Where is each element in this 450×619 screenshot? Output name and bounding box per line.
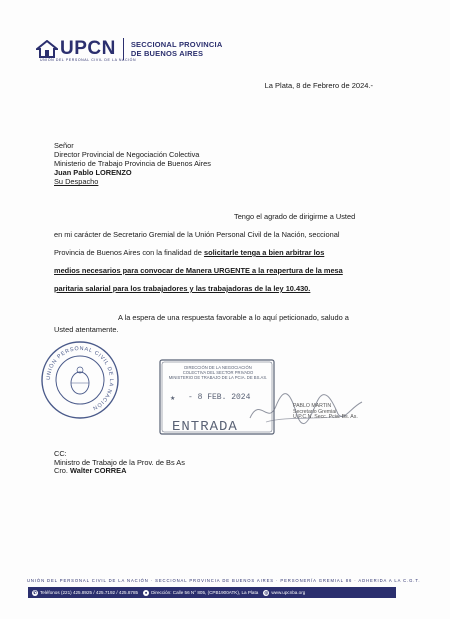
cc-line-2 (54, 467, 185, 476)
footer-address-text: Dirección: Calle 56 N° 805, (CPB1900ATK), La Plata (151, 590, 259, 595)
location-pin-icon: ● (144, 589, 148, 595)
signature-block (293, 404, 358, 421)
footer-address (143, 590, 258, 596)
logo-subtext: UNIÓN DEL PERSONAL CIVIL DE LA NACIÓN (40, 58, 137, 62)
body-line-4: medios necesarios para convocar de Manera URGENTE a la reapertura de la mesa (54, 266, 343, 275)
round-union-seal (40, 340, 120, 420)
footer-web[interactable] (263, 590, 305, 596)
seccional-line-2: DE BUENOS AIRES (130, 49, 204, 58)
body-line-3b: solicitarle tenga a bien arbitrar los (203, 248, 325, 257)
logo-text: UPCN (60, 38, 116, 59)
seccional-label (131, 40, 223, 58)
stamp-date: - 8 FEB. 2024 (188, 393, 251, 402)
body-line-3 (54, 244, 392, 262)
footer-phone (32, 590, 138, 596)
addressee-line-2: Ministerio de Trabajo Provincia de Buenos Aires (54, 159, 211, 169)
seal-ring-text: UNIÓN PERSONAL CIVIL DE LA NACIÓN (45, 345, 115, 412)
letter-date: La Plata, 8 de Febrero de 2024.- (264, 81, 373, 90)
closing-line-2: Usted atentamente. (54, 325, 119, 334)
stamp-entrada: ENTRADA (172, 419, 238, 435)
footer-contact-bar (28, 587, 396, 598)
seccional-line-1: SECCIONAL PROVINCIA (130, 40, 223, 49)
su-despacho: Su Despacho (54, 177, 99, 187)
signer-org: U.P.C.N. Secc. Pcia. Bs. As. (293, 414, 358, 420)
body-paragraph-2 (54, 312, 372, 336)
cc-label: CC: (54, 449, 67, 458)
cc-name: Walter CORREA (70, 466, 127, 476)
addressee-block (54, 141, 211, 186)
stamp-line-2: COLECTIVA DEL SECTOR PRIVADO (182, 370, 254, 375)
cc-prefix: Cro. (54, 466, 71, 476)
salutation: Señor (54, 141, 74, 150)
body-line-2: en mi carácter de Secretario Gremial de la Unión Personal Civil de la Nación, seccional (54, 230, 340, 239)
closing-line-1: A la espera de una respuesta favorable a lo aquí peticionado, saludo a (118, 313, 349, 322)
cc-block (54, 450, 185, 476)
body-line-1: Tengo el agrado de dirigirme a Usted (234, 212, 356, 221)
cc-line-1: Ministro de Trabajo de la Prov. de Bs As (54, 457, 185, 467)
signer-name: PABLO MARTIN (293, 403, 332, 409)
house-logo-icon (36, 40, 58, 58)
body-paragraph-1 (54, 208, 392, 298)
addressee-name: Juan Pablo LORENZO (54, 168, 132, 178)
phone-icon: ✆ (33, 589, 37, 595)
addressee-line-1: Director Provincial de Negociación Colectiva (54, 150, 200, 160)
footer-phone-text: Teléfonos (221) 425.8925 / 425.7192 / 425.8785 (40, 590, 139, 595)
body-line-3a: Provincia de Buenos Aires con la finalidad de (54, 248, 204, 257)
footer-web-text[interactable]: www.upcnba.org (271, 590, 306, 595)
body-line-5: paritaria salarial para los trabajadores y las trabajadoras de la ley 10.430. (54, 284, 311, 293)
logo-divider (123, 38, 124, 60)
globe-icon: ◎ (264, 589, 269, 595)
stamp-line-3: MINISTERIO DE TRABAJO DE LA PCIA. DE BS.AS. (168, 375, 268, 380)
letterhead (36, 38, 222, 60)
stamp-star-icon: ★ (170, 396, 176, 402)
stamp-line-1: DIRECCIÓN DE LA NEGOCIACIÓN (184, 365, 252, 370)
signer-role: Secretario Gremial (293, 408, 337, 415)
footer-union-line: UNIÓN DEL PERSONAL CIVIL DE LA NACIÓN · SECCIONAL PROVINCIA DE BUENOS AIRES · PERSONERÍA GREMIAL 86 · ADHERIDA A LA C.G.T. (27, 578, 421, 583)
